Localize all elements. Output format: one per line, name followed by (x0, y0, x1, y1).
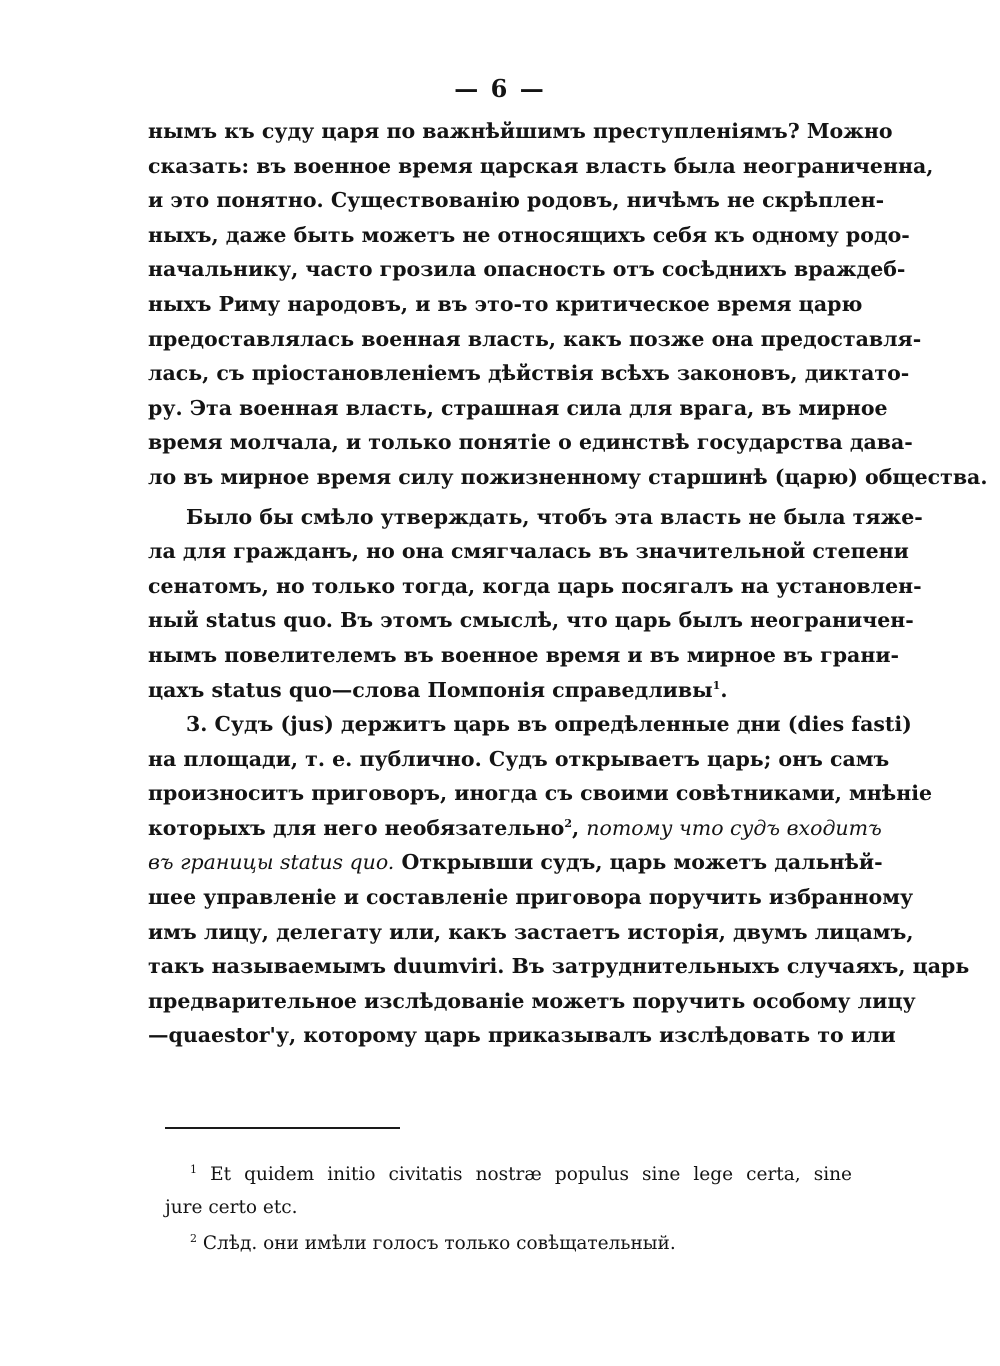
text-line: ло въ мирное время силу пожизненному старшинѣ (царю) общества. (148, 464, 988, 489)
text-line: нымъ повелителемъ въ военное время и въ мирное въ грани- (148, 642, 900, 667)
footnote-text: Et quidem initio civitatis nostræ populus sine lege certa, sine (210, 1164, 852, 1185)
text-line: ныхъ, даже быть можетъ не относящихъ себя къ одному родо- (148, 222, 910, 247)
text-segment: которыхъ для него необязательно (148, 815, 565, 840)
text-line: время молчала, и только понятіе о единствѣ государства дава- (148, 430, 913, 455)
text-line: 3. Судъ (jus) держитъ царь въ опредѣленные дни (dies fasti) (186, 712, 912, 737)
text-line: на площади, т. е. публично. Судъ открываетъ царь; онъ самъ (148, 746, 890, 771)
text-line: произноситъ приговоръ, иногда съ своими совѣтниками, мнѣніе (148, 781, 933, 806)
text-line: лась, съ пріостановленіемъ дѣйствія всѣхъ законовъ, диктато- (148, 361, 910, 386)
text-line: предоставлялась военная власть, какъ позже она предоставля- (148, 326, 922, 351)
text-line: ный status quo. Въ этомъ смыслѣ, что царь былъ неограничен- (148, 608, 914, 633)
footnote-reference: 2 (564, 817, 572, 831)
text-segment: цахъ status quo—слова Помпонія справедливы (148, 677, 713, 702)
footnote-text: jure certo etc. (165, 1197, 298, 1218)
text-line: и это понятно. Существованію родовъ, ничѣмъ не скрѣплен- (148, 188, 885, 213)
paragraph-2 (148, 500, 923, 708)
text-line: предварительное изслѣдованіе можетъ поручить особому лицу (148, 988, 916, 1013)
text-line: шее управленіе и составленіе приговора поручить избранному (148, 885, 914, 910)
text-line: ру. Эта военная власть, страшная сила для врага, въ мирное (148, 395, 888, 420)
footnote-mark: 2 (190, 1231, 197, 1245)
footnote-2 (165, 1227, 852, 1260)
paragraph-3 (148, 707, 970, 1053)
footnote-divider (165, 1127, 400, 1129)
paragraph-1 (148, 114, 988, 495)
text-line: ла для гражданъ, но она смягчалась въ значительной степени (148, 539, 909, 564)
text-line: такъ называемымъ duumviri. Въ затруднительныхъ случаяхъ, царь (148, 954, 970, 979)
main-text (148, 114, 988, 1053)
text-line (148, 673, 852, 708)
text-segment: , (572, 815, 580, 840)
italic-phrase: въ границы status quo. (148, 850, 395, 875)
text-line: начальнику, часто грозила опасность отъ сосѣднихъ враждеб- (148, 257, 906, 282)
text-line: ныхъ Риму народовъ, и въ это-то критическое время царю (148, 291, 863, 316)
text-line: сенатомъ, но только тогда, когда царь посягалъ на установлен- (148, 573, 922, 598)
text-segment: Открывши судъ, царь можетъ дальнѣй- (401, 850, 883, 875)
text-line: имъ лицу, делегату или, какъ застаетъ исторія, двумъ лицамъ, (148, 919, 914, 944)
text-line: сказать: въ военное время царская власть была неограниченна, (148, 153, 934, 178)
text-line (148, 845, 883, 880)
italic-phrase: потому что судъ входитъ (586, 815, 882, 840)
text-segment: . (720, 677, 728, 702)
text-line: Было бы смѣло утверждать, чтобъ эта власть не была тяже- (186, 504, 923, 529)
footnote-mark: 1 (190, 1162, 197, 1176)
text-line: нымъ къ суду царя по важнѣйшимъ преступленіямъ? Можно (148, 119, 893, 143)
text-line (148, 811, 882, 846)
footnote-1 (165, 1158, 852, 1191)
text-line: —quaestor'у, которому царь приказывалъ изслѣдовать то или (148, 1023, 896, 1048)
footnote-text: Слѣд. они имѣли голосъ только совѣщательный. (202, 1233, 676, 1254)
footnotes (165, 1158, 852, 1260)
footnote-reference: 1 (712, 678, 721, 692)
page-number: — 6 — (454, 74, 546, 103)
